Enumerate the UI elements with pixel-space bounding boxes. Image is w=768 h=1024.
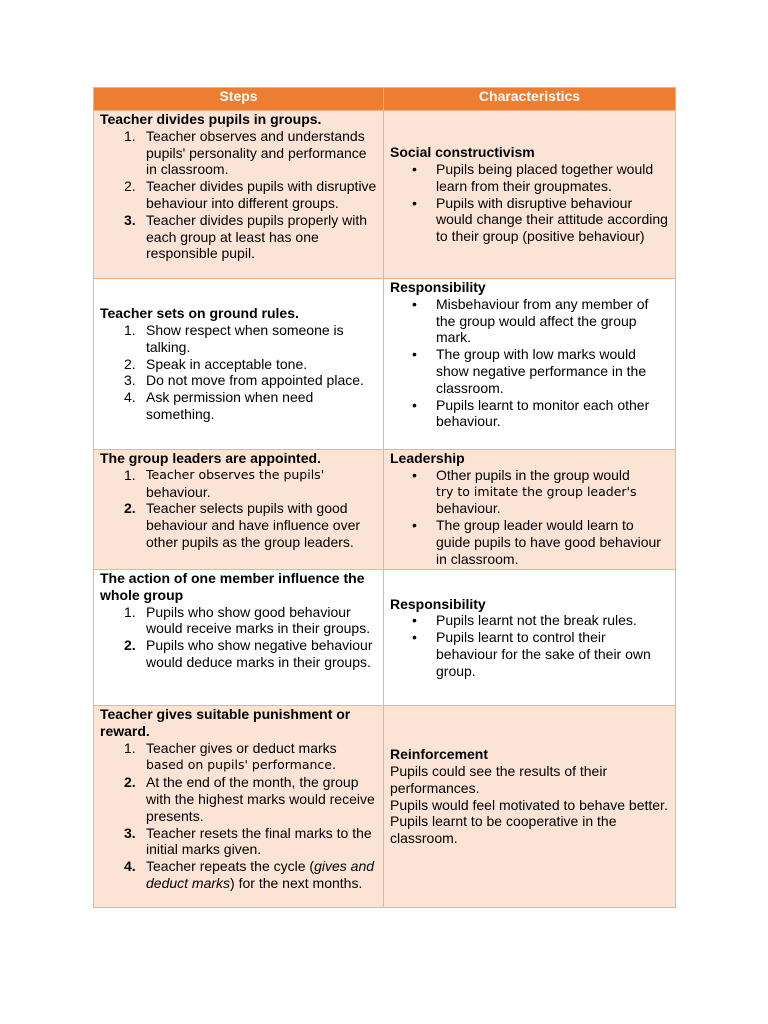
step-list	[100, 128, 377, 262]
list-item	[100, 212, 377, 262]
list-item: • Pupils being placed together would learn from their groupmates.	[390, 161, 669, 195]
item-text: Teacher divides pupils properly with each group at least has one responsible pupil.	[146, 211, 367, 262]
list-item	[100, 128, 377, 178]
item-text: Teacher gives or deduct marks	[146, 739, 337, 756]
char-list	[390, 161, 669, 245]
item-text: Teacher resets the final marks to the initial marks given.	[146, 824, 372, 858]
list-item	[100, 858, 377, 892]
table-row	[94, 279, 676, 450]
item-number: 2.	[124, 500, 136, 517]
char-list	[390, 467, 669, 568]
step-title: The group leaders are appointed.	[100, 450, 321, 466]
list-item	[100, 356, 377, 373]
item-text: behaviour.	[146, 483, 211, 500]
item-number: 4.	[124, 858, 136, 875]
item-number: 1.	[124, 322, 136, 338]
list-item	[100, 825, 377, 859]
step-list	[100, 467, 377, 551]
item-text: Pupils who show good behaviour would receive marks in their groups.	[146, 603, 371, 637]
item-number: 1.	[124, 739, 136, 756]
item-text: Pupils who show negative behaviour would deduce marks in their groups.	[146, 637, 373, 670]
list-item: • Pupils learnt to control their behaviour for the sake of their own group.	[390, 629, 669, 679]
step-title: Teacher gives suitable punishment or reward.	[100, 706, 351, 739]
list-item	[100, 389, 377, 423]
characteristics-cell	[384, 570, 676, 706]
item-text: • Other pupils in the group would	[436, 466, 630, 483]
list-item	[100, 467, 377, 501]
char-line: Pupils would feel motivated to behave better.	[390, 796, 668, 813]
table-row	[94, 570, 676, 706]
item-text-italic: gives and deduct marks	[146, 858, 375, 891]
step-list	[100, 604, 377, 671]
item-text: Teacher observes the pupils'	[146, 466, 325, 482]
item-number: 2.	[124, 774, 136, 791]
list-item	[100, 740, 377, 775]
table-row	[94, 111, 676, 279]
characteristics-cell	[384, 450, 676, 570]
char-list	[390, 612, 669, 679]
header-characteristics: Characteristics	[384, 88, 676, 111]
item-text: Ask permission when need something.	[146, 389, 314, 422]
steps-cell	[94, 706, 384, 908]
item-text: Teacher observes and understands pupils' personality and performance in classroom.	[146, 127, 367, 178]
list-item: • Pupils learnt to monitor each other behaviour.	[390, 397, 669, 431]
list-item	[100, 500, 377, 550]
item-text: Do not move from appointed place.	[146, 372, 364, 389]
item-text: behaviour.	[436, 500, 501, 517]
item-text: At the end of the month, the group with the highest marks would receive presents.	[146, 774, 375, 824]
table-row	[94, 706, 676, 908]
item-text: Teacher repeats the cycle (	[146, 858, 315, 875]
list-item	[100, 372, 377, 389]
list-item	[100, 322, 377, 356]
item-text: try to imitate the group leader's	[436, 483, 637, 499]
steps-cell	[94, 279, 384, 450]
list-item: • Pupils with disruptive behaviour would change their attitude according to their group (positive behaviour)	[390, 195, 669, 245]
char-line: Pupils could see the results of their performances.	[390, 762, 608, 796]
header-steps: Steps	[94, 88, 384, 111]
item-number: 4.	[124, 389, 136, 406]
list-item	[100, 604, 377, 638]
list-item	[100, 178, 377, 212]
step-list	[100, 740, 377, 892]
item-text: based on pupils' performance.	[146, 757, 336, 773]
list-item: • Pupils learnt not the break rules.	[390, 612, 669, 629]
item-number: 2.	[124, 355, 136, 372]
characteristics-cell	[384, 279, 676, 450]
char-title: Reinforcement	[390, 746, 489, 763]
list-item: • The group leader would learn to guide pupils to have good behaviour in classroom.	[390, 517, 669, 567]
list-item	[100, 637, 377, 671]
steps-characteristics-table	[93, 87, 676, 908]
item-text: Show respect when someone is talking.	[146, 322, 344, 355]
step-list	[100, 322, 377, 423]
char-title: Leadership	[390, 450, 465, 466]
steps-cell	[94, 570, 384, 706]
steps-cell	[94, 111, 384, 279]
char-list	[390, 296, 669, 430]
item-text: Teacher divides pupils with disruptive behaviour into different groups.	[146, 178, 377, 211]
item-number: 1.	[124, 127, 136, 144]
char-title: Responsibility	[390, 279, 486, 295]
list-item	[100, 774, 377, 824]
list-item: • Misbehaviour from any member of the group would affect the group mark.	[390, 296, 669, 346]
item-text: Teacher selects pupils with good behaviour and have influence over other pupils as the group leaders.	[146, 500, 361, 550]
item-number: 3.	[124, 211, 136, 228]
item-number: 2.	[124, 178, 136, 195]
characteristics-cell	[384, 706, 676, 908]
char-title: Social constructivism	[390, 144, 535, 161]
item-number: 1.	[124, 466, 136, 483]
char-line: Pupils learnt to be cooperative in the classroom.	[390, 813, 617, 847]
item-number: 3.	[124, 824, 136, 841]
item-number: 1.	[124, 603, 136, 620]
item-number: 2.	[124, 637, 136, 654]
characteristics-cell	[384, 111, 676, 279]
steps-cell	[94, 450, 384, 570]
list-item: • The group with low marks would show negative performance in the classroom.	[390, 346, 669, 396]
table-row	[94, 450, 676, 570]
step-title: Teacher sets on ground rules.	[100, 305, 299, 322]
item-text: Speak in acceptable tone.	[146, 355, 308, 372]
item-number: 3.	[124, 372, 136, 389]
step-title: Teacher divides pupils in groups.	[100, 111, 322, 127]
item-text: ) for the next months.	[230, 874, 363, 891]
step-title: The action of one member influence the whole group	[100, 570, 365, 603]
char-title: Responsibility	[390, 595, 486, 612]
list-item	[390, 467, 669, 517]
